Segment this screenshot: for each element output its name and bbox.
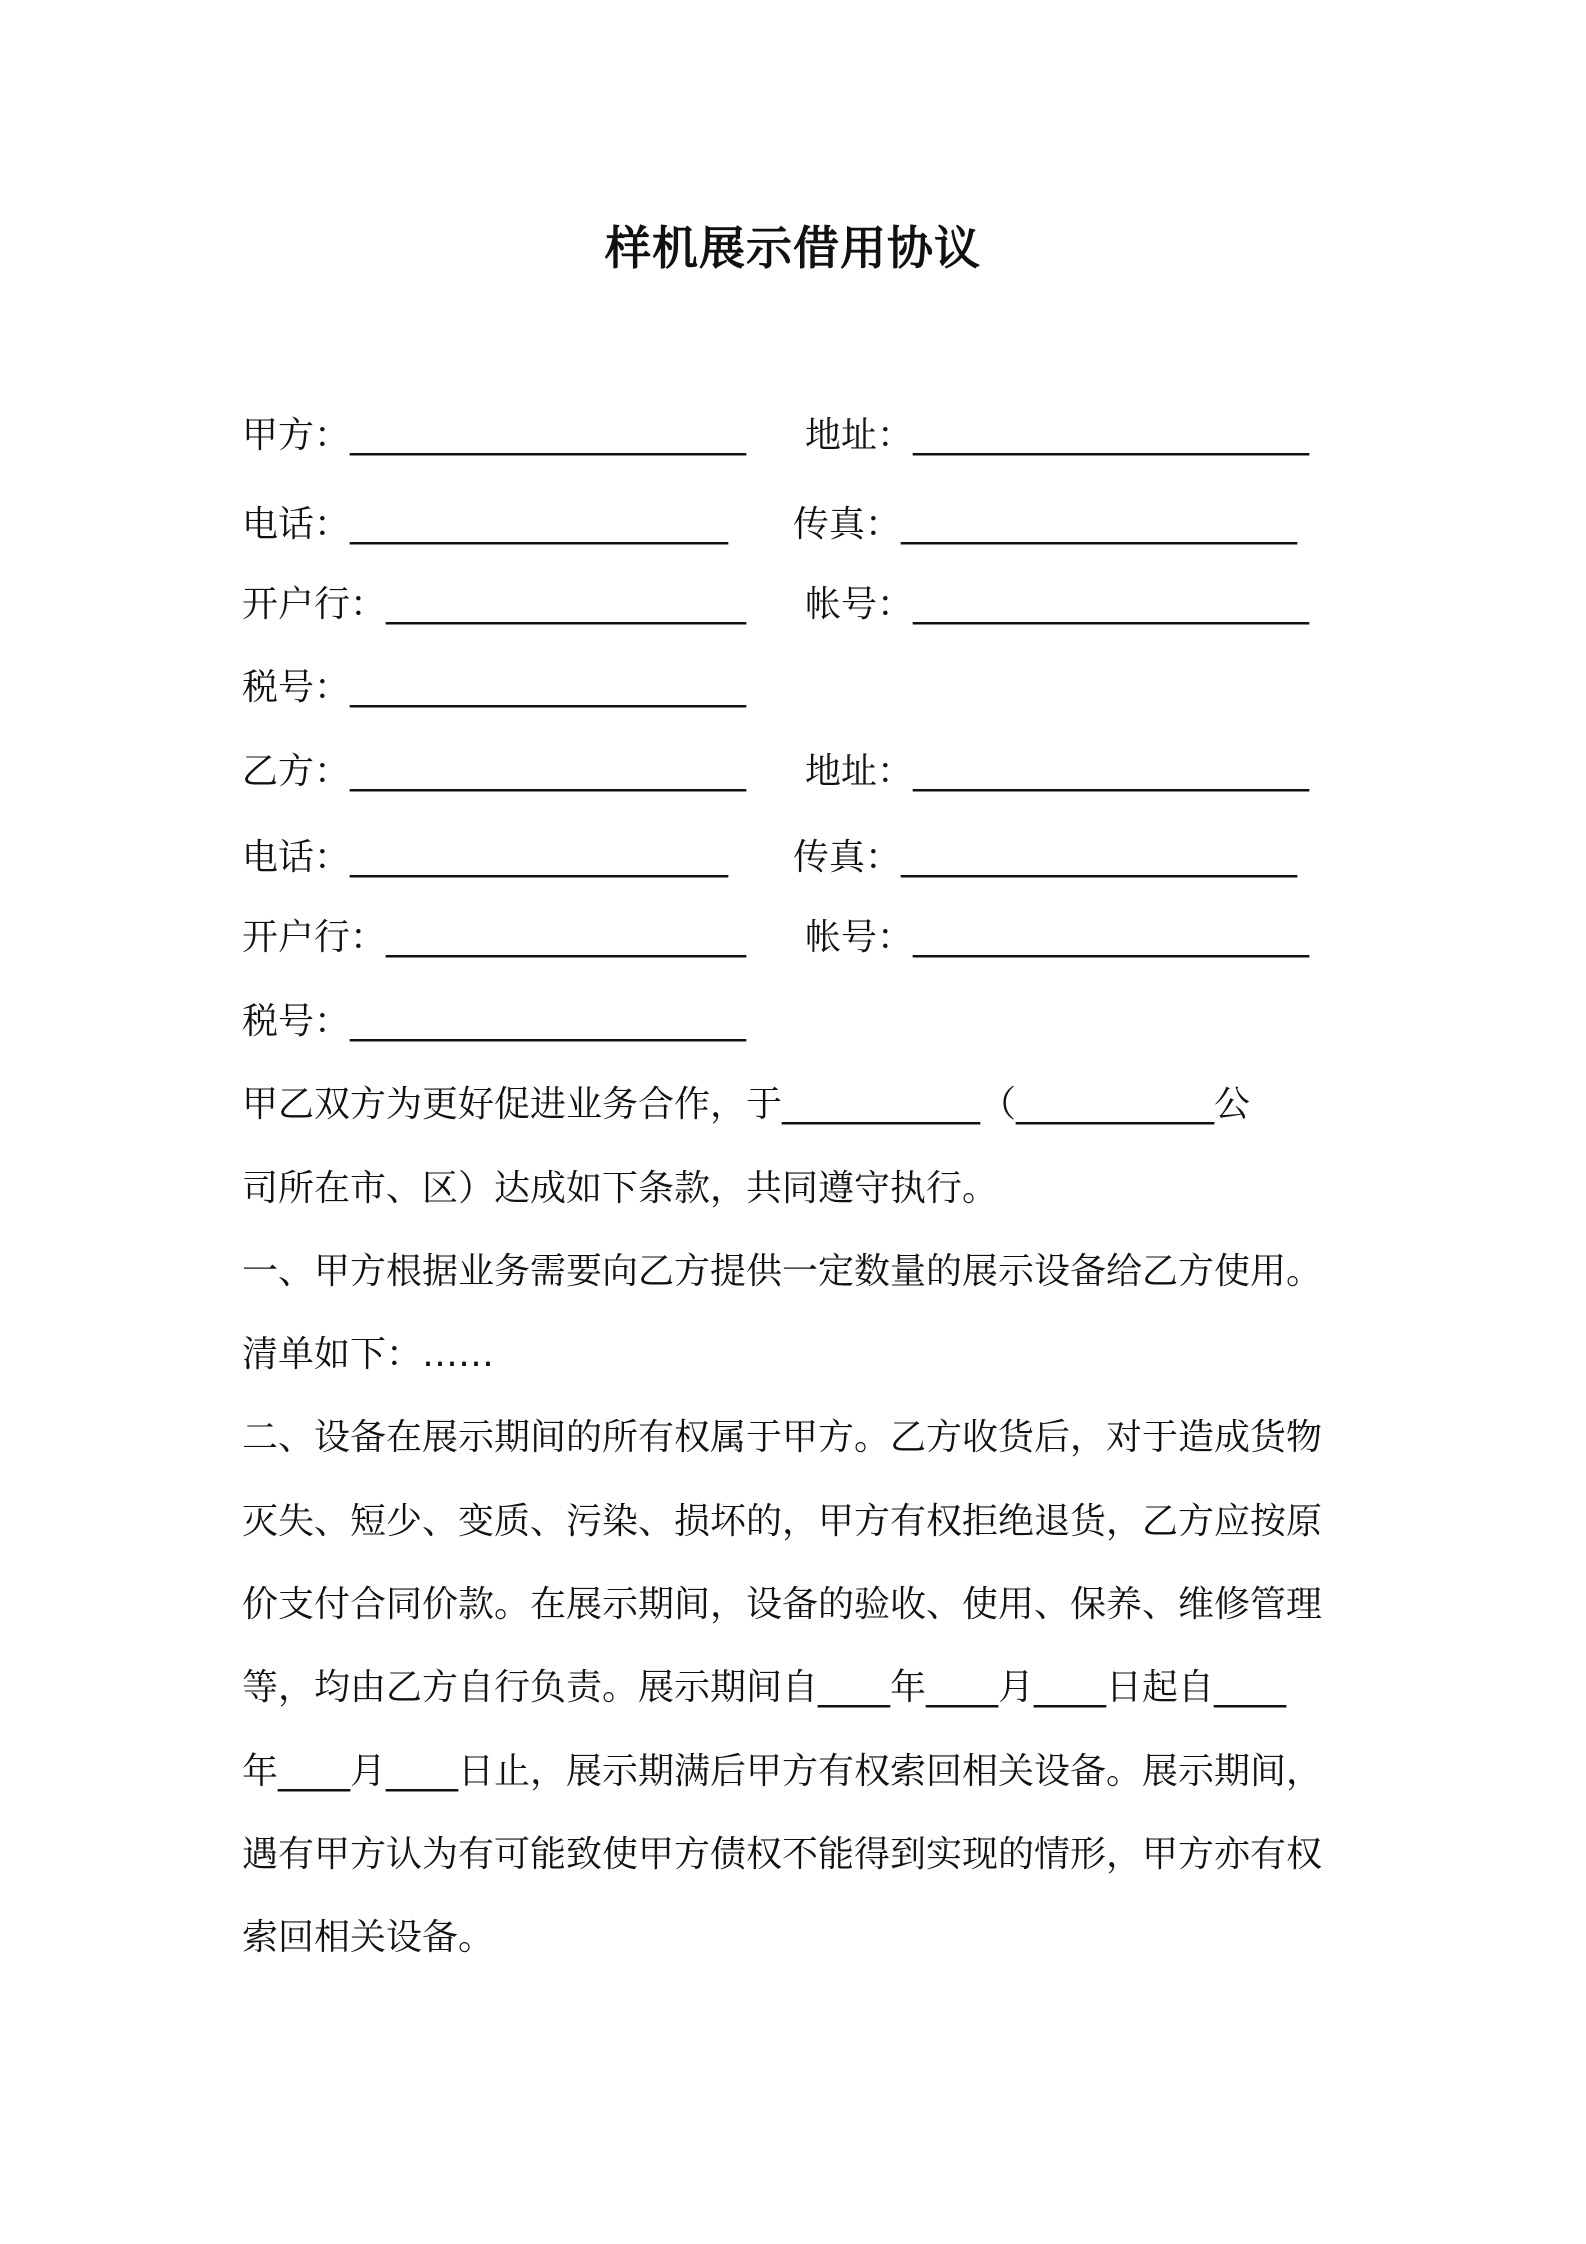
paragraph-line: 司所在市、区）达成如下条款，共同遵守执行。	[242, 1168, 999, 1209]
party-a-phone-field: 电话：_____________________	[242, 504, 729, 545]
party-a-fax-field: 传真：______________________	[793, 504, 1298, 545]
party-b-fax-field: 传真：______________________	[793, 837, 1298, 878]
party-b-phone-field: 电话：_____________________	[242, 837, 729, 878]
party-b-name-field: 乙方：______________________	[242, 751, 747, 792]
document-title: 样机展示借用协议	[605, 221, 981, 275]
party-b-account-field: 帐号：______________________	[805, 917, 1310, 958]
party-b-bank-field: 开户行：____________________	[242, 917, 747, 958]
party-b-tax-field: 税号：______________________	[242, 1001, 747, 1042]
party-b-address-field: 地址：______________________	[805, 751, 1310, 792]
party-a-account-field: 帐号：______________________	[805, 584, 1310, 625]
paragraph-line: 年____月____日止，展示期满后甲方有权索回相关设备。展示期间，	[242, 1751, 1323, 1792]
paragraph-line: 灭失、短少、变质、污染、损坏的，甲方有权拒绝退货，乙方应按原	[242, 1501, 1323, 1542]
paragraph-line: 价支付合同价款。在展示期间，设备的验收、使用、保养、维修管理	[242, 1584, 1323, 1625]
party-a-bank-field: 开户行：____________________	[242, 584, 747, 625]
paragraph-line: 等，均由乙方自行负责。展示期间自____年____月____日起自____	[242, 1667, 1287, 1708]
party-a-name-field: 甲方：______________________	[242, 415, 747, 456]
party-a-address-field: 地址：______________________	[805, 415, 1310, 456]
paragraph-line: 甲乙双方为更好促进业务合作，于___________（___________公	[242, 1084, 1251, 1125]
paragraph-line: 二、设备在展示期间的所有权属于甲方。乙方收货后，对于造成货物	[242, 1417, 1323, 1458]
paragraph-line: 遇有甲方认为有可能致使甲方债权不能得到实现的情形，甲方亦有权	[242, 1834, 1323, 1875]
paragraph-line: 清单如下：……	[242, 1334, 495, 1375]
paragraph-line: 索回相关设备。	[242, 1917, 495, 1958]
party-a-tax-field: 税号：______________________	[242, 667, 747, 708]
paragraph-line: 一、甲方根据业务需要向乙方提供一定数量的展示设备给乙方使用。	[242, 1251, 1323, 1292]
